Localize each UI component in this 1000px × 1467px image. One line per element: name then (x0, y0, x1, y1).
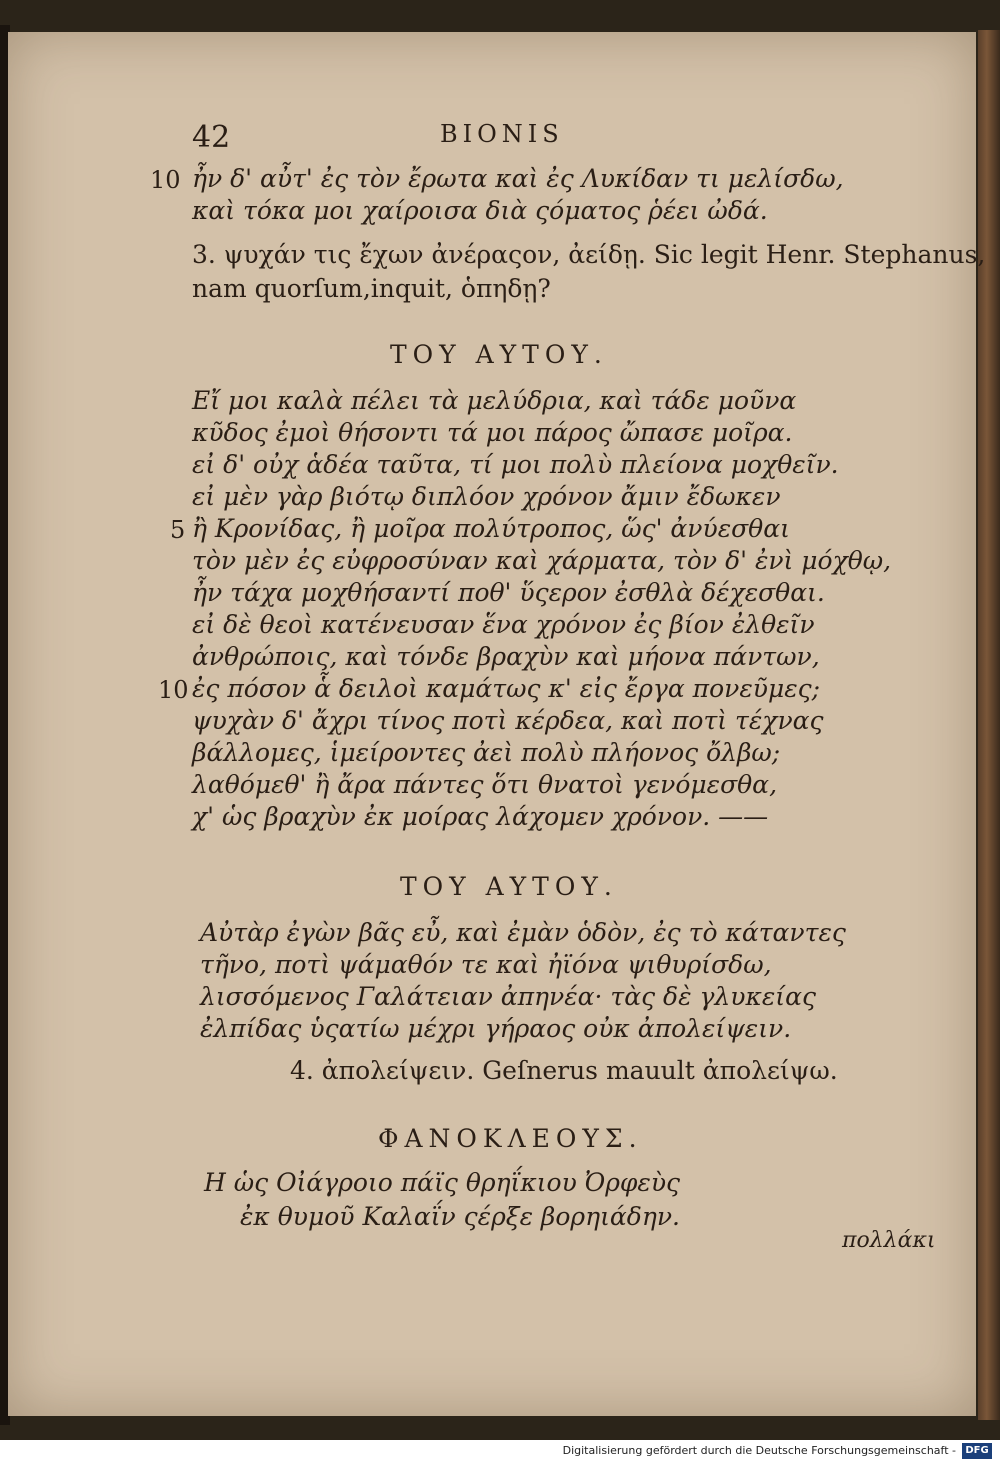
line-number: 10 (158, 676, 189, 704)
verse-line: ἦν τάχα μοχθήσαντί ποθ' ὕςερον ἐσθλὰ δέχεσθαι. (192, 578, 825, 607)
verse-line: Εἴ μοι καλὰ πέλει τὰ μελύδρια, καὶ τάδε μοῦνα (192, 386, 797, 415)
line-number: 10 (150, 166, 181, 194)
page-number: 42 (192, 120, 231, 155)
verse-line: εἰ δ' οὐχ ἁδέα ταῦτα, τί μοι πολὺ πλείονα μοχθεῖν. (192, 450, 839, 479)
verse-line: ἦν δ' αὖτ' ἐς τὸν ἔρωτα καὶ ἐς Λυκίδαν τι μελίσδω, (192, 164, 844, 193)
verse-line: ἐκ θυμοῦ Καλαΐν ςέρξε βορηιάδην. (240, 1202, 680, 1231)
verse-line: ἀνθρώποις, καὶ τόνδε βραχὺν καὶ μήονα πάντων, (192, 642, 820, 671)
footer-credit: Digitalisierung gefördert durch die Deutsche Forschungsgemeinschaft - (562, 1444, 956, 1457)
verse-line: Αὐτὰρ ἐγὼν βᾶς εὖ, καὶ ἐμὰν ὁδὸν, ἐς τὸ κάταντες (200, 918, 846, 947)
verse-line: λαθόμεθ' ἢ ἄρα πάντες ὅτι θνατοὶ γενόμεσθα, (192, 770, 778, 799)
line-number: 5 (170, 516, 186, 544)
verse-line: εἰ δὲ θεοὶ κατένευσαν ἕνα χρόνον ἐς βίον ἐλθεῖν (192, 610, 815, 639)
verse-line: τὸν μὲν ἐς εὐφροσύναν καὶ χάρματα, τὸν δ' ἐνὶ μόχθῳ, (192, 546, 892, 575)
verse-line: καὶ τόκα μοι χαίροισα διὰ ςόματος ῥέει ὠδά. (192, 196, 768, 225)
poem-title: ΦΑΝΟΚΛΕΟΥΣ. (378, 1124, 643, 1153)
running-title: BIONIS (440, 120, 564, 148)
footnote: 4. ἀπολείψειν. Geſnerus mauult ἀπολείψω. (290, 1056, 838, 1085)
poem-title: ΤΟΥ ΑΥΤΟΥ. (400, 872, 618, 901)
dfg-logo-icon: DFG (962, 1443, 992, 1459)
book-right-edge (978, 30, 1000, 1420)
verse-line: κῦδος ἐμοὶ θήσοντι τά μοι πάρος ὤπασε μοῖρα. (192, 418, 793, 447)
verse-line: ψυχὰν δ' ἄχρι τίνος ποτὶ κέρδεα, καὶ ποτὶ τέχνας (192, 706, 824, 735)
verse-line: εἰ μὲν γὰρ βιότῳ διπλόον χρόνον ἄμιν ἔδωκεν (192, 482, 781, 511)
verse-line: ἐς πόσον ἇ δειλοὶ καμάτως κ' εἰς ἔργα πονεῦμες; (192, 674, 821, 703)
footnote: nam quorſum,inquit, ὁπηδῃ? (192, 274, 551, 303)
verse-line: Η ὡς Οἰάγροιο πάϊς θρηΐκιου Ὀρφεὺς (204, 1168, 681, 1197)
footnote: 3. ψυχάν τις ἔχων ἀνέραςον, ἀείδῃ. Sic legit Henr. Stephanus, (192, 240, 986, 269)
catchword: πολλάκι (842, 1228, 936, 1253)
verse-line: βάλλομες, ἱμείροντες ἀεὶ πολὺ πλήονος ὄλβω; (192, 738, 781, 767)
verse-line: χ' ὡς βραχὺν ἐκ μοίρας λάχομεν χρόνον. —— (192, 802, 769, 831)
verse-line: τῆνο, ποτὶ ψάμαθόν τε καὶ ἠϊόνα ψιθυρίσδω, (200, 950, 772, 979)
poem-title: ΤΟΥ ΑΥΤΟΥ. (390, 340, 608, 369)
verse-line: ἐλπίδας ὑςατίω μέχρι γήραος οὐκ ἀπολείψειν. (200, 1014, 792, 1043)
verse-line: λισσόμενος Γαλάτειαν ἀπηνέα· τὰς δὲ γλυκείας (200, 982, 816, 1011)
digitization-footer (0, 1440, 1000, 1467)
verse-line: ἢ Κρονίδας, ἢ μοῖρα πολύτροπος, ὥς' ἀνύεσθαι (192, 514, 790, 543)
